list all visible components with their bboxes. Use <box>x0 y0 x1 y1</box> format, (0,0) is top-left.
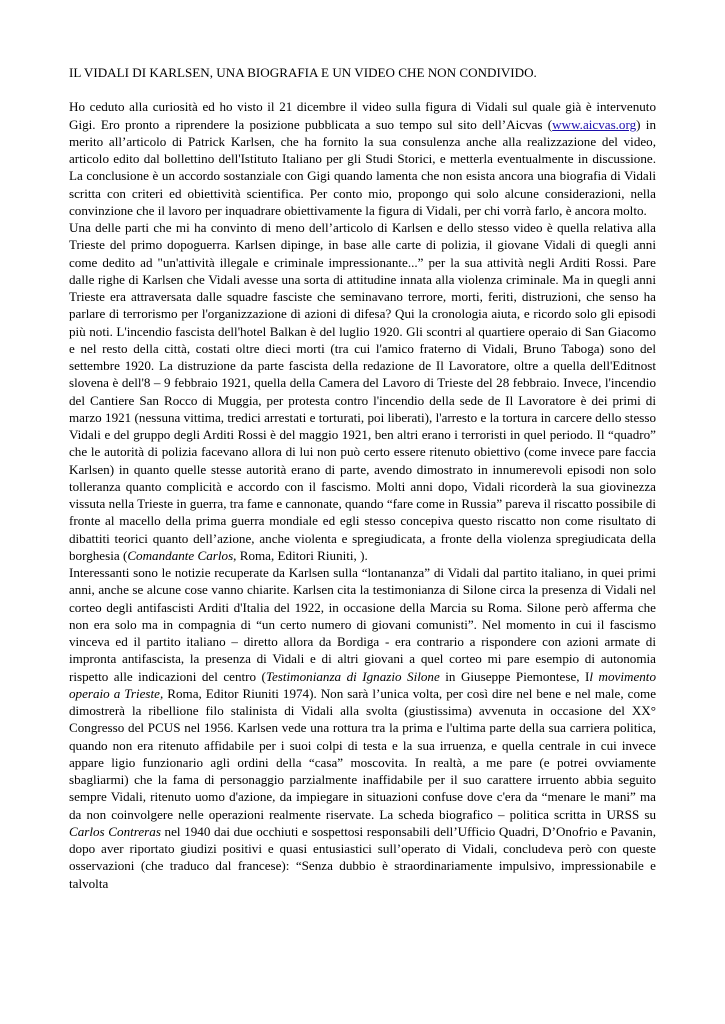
paragraph-text: Interessanti sono le notizie recuperate da Karlsen sulla “lontananza” di Vidali dal partito italiano, in quei primi anni, anche se alcune cose vanno chiarite. Karlsen cita la testimonianza di Silone circa la presenza di Vidali nel corteo degli antifascisti Arditi d'Italia del 1922, in occasione della Marcia su Roma. Silone però afferma che non era solo ma in compagnia di “un certo numero di giovani comunisti”. Nel momento in cui il fascismo vinceva ed il partito italiano – diretto allora da Bordiga - era contrario a rispondere con azioni armate di impronta antifascista, la presenza di Vidali e di altri giovani a quel corteo mi pare esempio di autonomia rispetto alle indicazioni del centro ( <box>69 565 656 684</box>
aicvas-link[interactable]: www.aicvas.org <box>552 116 637 132</box>
book-title: Testimonianza di Ignazio Silone <box>265 668 440 684</box>
paragraph-text: Roma, Editor Riuniti 1974). Non sarà l’unica volta, per così dire nel bene e nel male, come dimostrerà la ribellione filo stalinista di Vidali alla svolta (giustissima) avvenuta in occasione del XX° Congresso del PCUS nel 1956. Karlsen vede una rottura tra la prima e l'ultima parte della sua carriera politica, quando non era ritenuto affidabile per i suoi colpi di testa e la sua irruenza, e quella centrale in cui invece appare ligio funzionario agli ordini della “casa” moscovita. In realtà, a me pare (e potrei ovviamente sbagliarmi) che la fama di personaggio parzialmente inaffidabile per il suo carattere irruento abbia seguito sempre Vidali, ritenuto uomo d'azione, da impiegare in situazioni confuse dove c'era da “menare le mani” ma da non coinvolgere nelle operazioni realmente riservate. La scheda biografico – politica scritta in URSS su <box>69 685 657 822</box>
paragraph-silone <box>69 564 656 892</box>
paragraph-text: ) in merito all’articolo di Patrick Karlsen, che ha fornito la sua consulenza anche alla realizzazione del video, articolo edito dal bollettino dell'Istituto Italiano per gli Studi Storici, e metterla eventualmente in discussione. La conclusione è un accordo sostanziale con Gigi quando lamenta che non esista ancora una biografia di Vidali scritta con criteri ed obiettività scientifica. Per conto mio, propongo qui solo alcune considerazioni, nella convinzione che il lavoro per inquadrare obiettivamente la figura di Vidali, per chi vorrà farlo, è ancora molto. <box>69 116 656 218</box>
book-title: Comandante Carlos <box>127 547 234 563</box>
page-title: IL VIDALI DI KARLSEN, UNA BIOGRAFIA E UN VIDEO CHE NON CONDIVIDO. <box>69 65 537 80</box>
person-name: Carlos Contreras <box>69 823 161 839</box>
paragraph-text: , Roma, Editori Riuniti, ). <box>233 547 368 563</box>
book-title: l movimento operaio a Trieste, <box>69 668 656 701</box>
paragraph-trieste <box>69 219 656 564</box>
paragraph-text: Ho ceduto alla curiosità ed ho visto il 21 dicembre il video sulla figura di Vidali sul quale già è intervenuto Gigi. Ero pronto a riprendere la posizione pubblicata a suo tempo sul sito dell’Aicvas ( <box>69 99 656 132</box>
paragraph-text: in Giuseppe Piemontese, I <box>439 668 590 684</box>
paragraph-intro <box>69 98 656 219</box>
document-page <box>69 64 656 892</box>
paragraph-text: nel 1940 dai due occhiuti e sospettosi responsabili dell’Ufficio Quadri, D’Onofrio e Pavanin, dopo aver riportato giudizi positivi e quasi entusiastici sull’operato di Vidali, concludeva però con queste osservazioni (che traduco dal francese): “Senza dubbio è straordinariamente impulsivo, impressionabile e talvolta <box>69 823 656 891</box>
paragraph-text: Una delle parti che mi ha convinto di meno dell’articolo di Karlsen e dello stesso video è quella relativa alla Trieste del primo dopoguerra. Karlsen dipinge, in base alle carte di polizia, il giovane Vidali di quegli anni come dedito ad "un'attività illegale e criminale impressionante...” per la sua attività negli Arditi Rossi. Pare dalle righe di Karlsen che Vidali avesse una sorta di attitudine innata alla violenza criminale. Ma in quegli anni Trieste era attraversata dalle squadre fasciste che seminavano terrore, morti, feriti, distruzioni, che senso ha parlare di terrorismo per l'organizzazione di azioni di difesa? Qui la cronologia aiuta, e ricordo solo gli episodi più noti. L'incendio fascista dell'hotel Balkan è del luglio 1920. Gli scontri al quartiere operaio di San Giacomo e nel resto della città, costati oltre dieci morti (tra cui l'amico fraterno di Vidali, Bruno Taboga) sono del settembre 1920. La distruzione da parte fascista della redazione de Il Lavoratore, oltre a quella dell'Editnost slovena è dell'8 – 9 febbraio 1921, quella della Camera del Lavoro di Trieste del 28 febbraio. Invece, l'incendio del Cantiere San Rocco di Muggia, per protesta contro l'incendio della sede de Il Lavoratore è dei primi di marzo 1921 (nessuna vittima, tredici arrestati e torturati, poi liberati), l'arresto e la tortura in carcere dello stesso Vidali e del gruppo degli Arditi Rossi è del maggio 1921, ben altri erano i terroristi in quel periodo. Il “quadro” che le autorità di polizia facevano allora di lui non può certo essere ritenuto obiettivo (come invece pare faccia Karlsen) in quanto quelle stesse autorità erano di parte, avendo dimostrato in innumerevoli episodi non solo tolleranza quanto complicità e accordo con il fascismo. Molti anni dopo, Vidali ricorderà la sua giovinezza vissuta nella Trieste in guerra, tra fame e cannonate, quando “fare come in Russia” pareva il riscatto possibile di fronte al macello della prima guerra mondiale ed egli stesso concepiva questo riscatto non come risultato di dibattiti teorici quanto dell’azione, anche violenta e spregiudicata, a fronte della violenza spregiudicata della borghesia ( <box>69 220 656 563</box>
